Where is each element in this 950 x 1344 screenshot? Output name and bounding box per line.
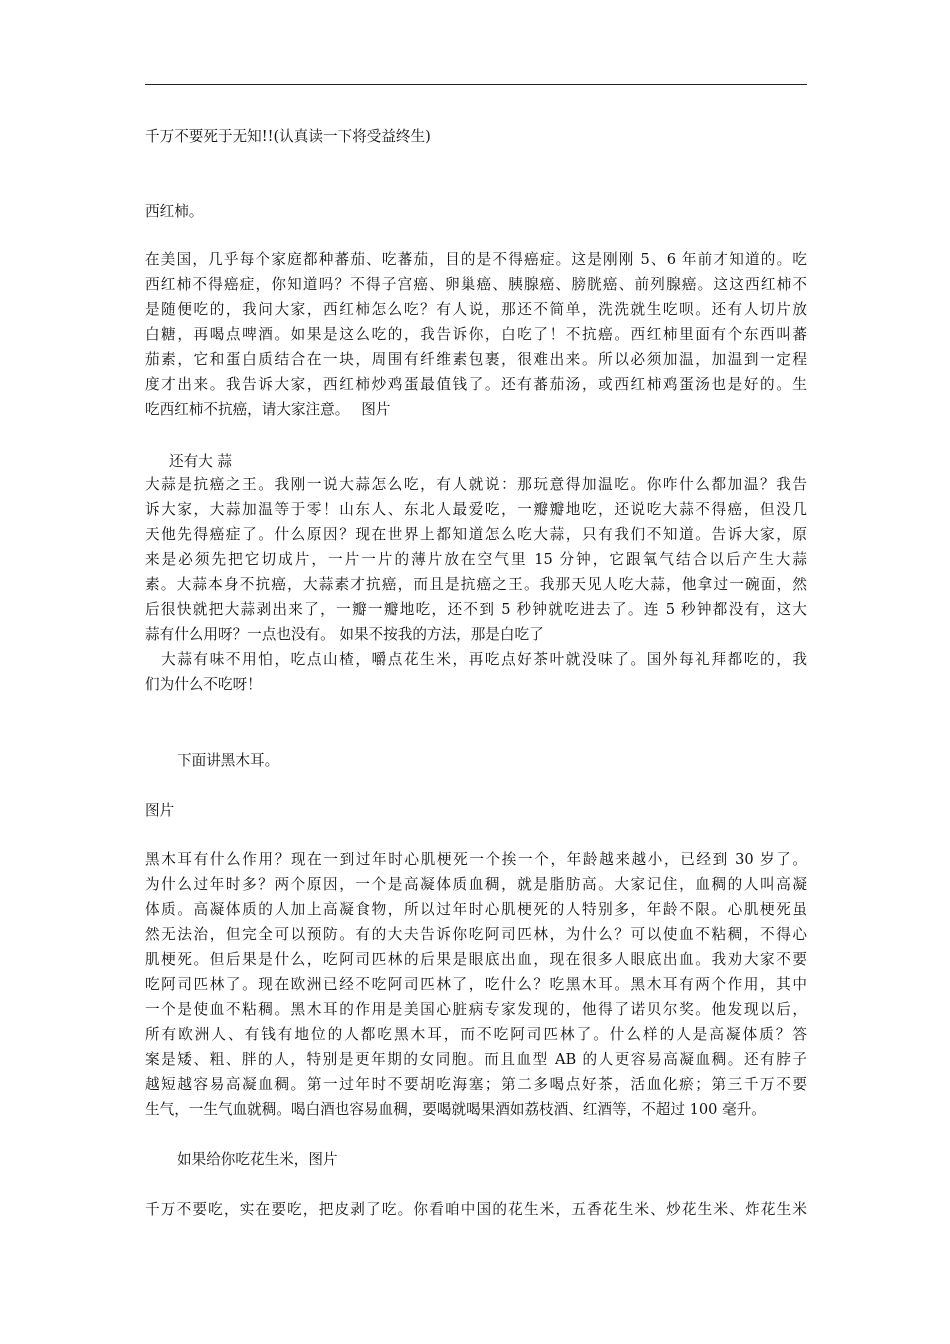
tomato-heading: 西红柿。 — [145, 203, 204, 220]
garlic-heading: 还有大 蒜 — [169, 453, 233, 470]
garlic-line: 天他先得癌症了。什么原因？现在世界上都知道怎么吃大蒜，只有我们不知道。告诉大家，原 — [145, 526, 807, 543]
fungus-line: 生气，一生气血就稠。喝白酒也容易血稠，要喝就喝果酒如荔枝酒、红酒等，不超过 100 毫升。 — [145, 1101, 766, 1118]
tomato-line: 吃西红柿不抗癌，请大家注意。 图片 — [145, 401, 391, 418]
garlic-line: 们为什么不吃呀！ — [145, 676, 262, 693]
fungus-line: 肌梗死。但后果是什么，吃阿司匹林的后果是眼底出血，现在很多人眼底出血。我劝大家不要 — [145, 951, 807, 968]
fungus-line: 吃阿司匹林了。现在欧洲已经不吃阿司匹林了，吃什么？吃黑木耳。黑木耳有两个作用，其中 — [145, 976, 807, 993]
tomato-line: 白糖，再喝点啤酒。如果是这么吃的，我告诉你，白吃了！不抗癌。西红柿里面有个东西叫蕃 — [145, 326, 807, 343]
fungus-line: 然无法治，但完全可以预防。有的大夫告诉你吃阿司匹林，为什么？可以使血不粘稠，不得心 — [145, 926, 807, 943]
tomato-line: 茄素，它和蛋白质结合在一块，周围有纤维素包裹，很难出来。所以必须加温，加温到一定程 — [145, 351, 807, 368]
document-page — [145, 0, 807, 1344]
fungus-line: 体质。高凝体质的人加上高凝食物，所以过年时心肌梗死的人特别多，年龄不限。心肌梗死虽 — [145, 901, 807, 918]
tomato-line: 在美国，几乎每个家庭都种蕃茄、吃蕃茄，目的是不得癌症。这是刚刚 5、6 年前才知道的。吃 — [145, 251, 807, 268]
fungus-line: 案是矮、粗、胖的人，特别是更年期的女同胞。而且血型 AB 的人更容易高凝血稠。还有脖子 — [145, 1051, 807, 1068]
tomato-line: 是随便吃的，我问大家，西红柿怎么吃？有人说，那还不简单，洗洗就生吃呗。还有人切片放 — [145, 301, 807, 318]
garlic-line: 蒜有什么用呀？一点也没有。 如果不按我的方法，那是白吃了 — [145, 626, 544, 643]
garlic-line: 素。大蒜本身不抗癌，大蒜素才抗癌，而且是抗癌之王。我那天见人吃大蒜，他拿过一碗面，然 — [145, 576, 807, 593]
fungus-line: 黑木耳有什么作用？现在一到过年时心肌梗死一个挨一个，年龄越来越小，已经到 30 岁了。 — [145, 851, 807, 868]
tomato-line: 度才出来。我告诉大家，西红柿炒鸡蛋最值钱了。还有蕃茄汤，或西红柿鸡蛋汤也是好的。生 — [145, 376, 807, 393]
document-title: 千万不要死于无知!!(认真读一下将受益终生) — [145, 128, 431, 145]
garlic-line: 诉大家，大蒜加温等于零！山东人、东北人最爱吃，一瓣瓣地吃，还说吃大蒜不得癌，但没几 — [145, 501, 807, 518]
fungus-heading: 下面讲黑木耳。 — [177, 752, 280, 769]
fungus-line: 为什么过年时多？两个原因，一个是高凝体质血稠，就是脂肪高。大家记住，血稠的人叫高凝 — [145, 876, 807, 893]
peanut-line: 千万不要吃，实在要吃，把皮剥了吃。你看咱中国的花生米，五香花生米、炒花生米、炸花生米 — [145, 1201, 807, 1218]
fungus-image-note: 图片 — [145, 802, 175, 819]
fungus-line: 一个是使血不粘稠。黑木耳的作用是美国心脏病专家发现的，他得了诺贝尔奖。他发现以后， — [145, 1001, 807, 1018]
fungus-line: 所有欧洲人、有钱有地位的人都吃黑木耳，而不吃阿司匹林了。什么样的人是高凝体质？答 — [145, 1026, 807, 1043]
garlic-line: 大蒜是抗癌之王。我刚一说大蒜怎么吃，有人就说：那玩意得加温吃。你咋什么都加温？我告 — [145, 476, 807, 493]
fungus-line: 越短越容易高凝血稠。第一过年时不要胡吃海塞；第二多喝点好茶，活血化瘀；第三千万不要 — [145, 1076, 807, 1093]
header-divider — [145, 84, 807, 85]
peanut-heading: 如果给你吃花生米，图片 — [177, 1151, 338, 1168]
garlic-line: 后很快就把大蒜剥出来了，一瓣一瓣地吃，还不到 5 秒钟就吃进去了。连 5 秒钟都没有，这大 — [145, 601, 807, 618]
garlic-line: 来是必须先把它切成片，一片一片的薄片放在空气里 15 分钟，它跟氧气结合以后产生大蒜 — [145, 551, 807, 568]
tomato-line: 西红柿不得癌症，你知道吗？不得子宫癌、卵巢癌、胰腺癌、膀胱癌、前列腺癌。这这西红柿不 — [145, 276, 807, 293]
garlic-line: 大蒜有味不用怕，吃点山楂，嚼点花生米，再吃点好茶叶就没味了。国外每礼拜都吃的，我 — [145, 651, 807, 668]
